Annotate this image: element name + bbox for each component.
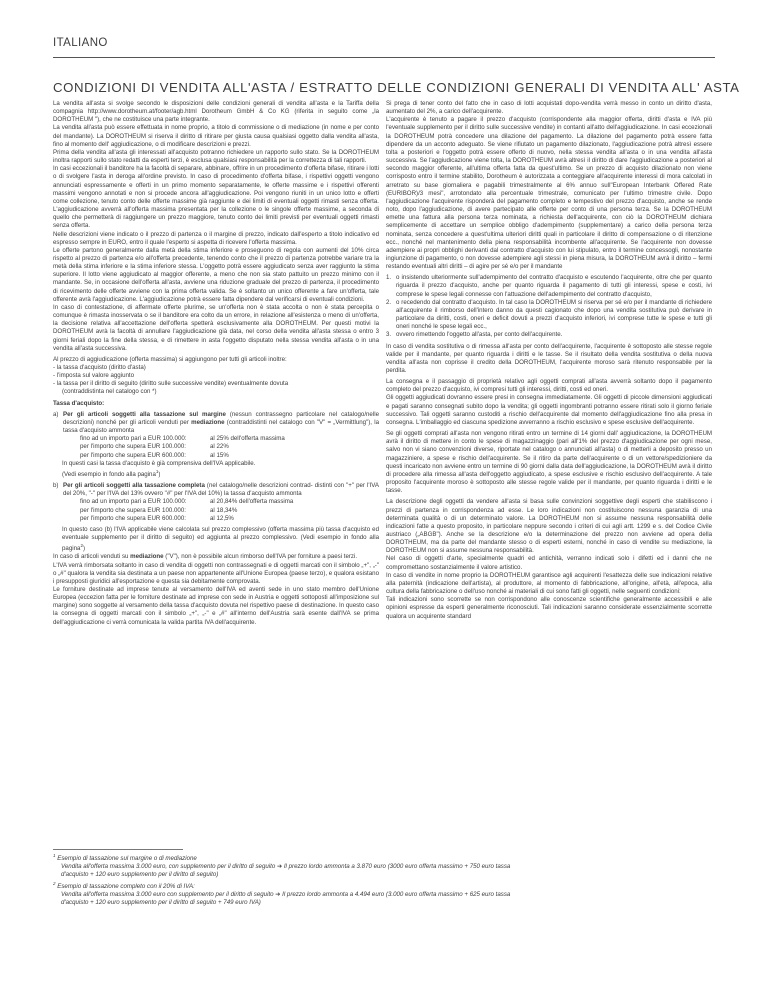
- header-divider: [53, 57, 715, 58]
- paragraph: Al prezzo di aggiudicazione (offerta massima) si aggiungono per tutti gli articoli inoltre:: [53, 355, 287, 363]
- paragraph: L'IVA verrà rimborsata soltanto in caso di vendita di oggetti non contrassegnati e di oggetti marcati con il simbolo „+", „-" o „#" qualora la vendita sia destinata a un paese non appartenente all'Unione Europea (paese terzo), e qualora esistano i presupposti giuridici all'esportazione e questa sia debitamente comprovata.: [53, 561, 379, 585]
- clause-b: b) Per gli articoli soggetti alla tassazione completa (nel catalogo/nelle descrizioni contrad- distinti con "+" per l'IVA del 20%, "-" per l'IVA del 13% ovvero "#" per l'IVA del 10%) la tassa d'acquisto ammonta: [53, 482, 379, 498]
- paragraph: Nel caso di oggetti d'arte, specialmente quadri ed antichità, verranno indicati solo i difetti ed i danni che ne compromettano sostanzialmente il valore artistico.: [386, 555, 712, 571]
- paragraph: La vendita all'asta può essere effettuata in nome proprio, a titolo di commissione o di mediazione (in nome e per conto del mandante). La DOROTHEUM si riserva il diritto di ritirare per giusta causa qualsiasi oggetto dalla vendita all'asta, fino al momento dell' aggiudicazione, o di modificare descrizioni e prezzi.: [53, 124, 379, 148]
- footnote-divider: [53, 849, 183, 850]
- rate-row: per l'importo che supera EUR 600.000: al 12,5%: [80, 514, 234, 522]
- rate-row: per l'importo che supera EUR 600.000: al 15%: [80, 451, 229, 459]
- paragraph: In caso di articoli venduti su mediazione ("V"), non è possibile alcun rimborso dell'IVA per forniture a paesi terzi.: [53, 553, 358, 561]
- paragraph: In caso di contestazione, di affermate offerte plurime, se un'offerta non è stata accolta o non è stata percepita o comunque è rimasta inosservata o se il banditore era colto da un errore, in relazione all'esistenza o meno di un'offerta, la decisione relativa all'accettazione dell'offerta spetterà esclusivamente alla DOROTHEUM. Per questi motivi la DOROTHEUM avrà la facoltà di annullare l'aggiudicazione già data, nel corso della vendita all'asta stessa o entro 3 giorni feriali dopo la fine della stessa, e di rimettere in asta l'oggetto disputato nella stessa vendita all'asta o in una vendita all'asta successiva.: [53, 303, 379, 352]
- list-item: - la tassa d'acquisto (diritto d'asta): [53, 364, 146, 371]
- clause-a: a) Per gli articoli soggetti alla tassazione sul margine (nessun contrassegno particolare nel catalogo/nelle descrizioni) nonché per gli articoli venduti per mediazione (contraddistinti nel catalogo con "V" = „Vermittlung"), la tassa d'acquisto ammonta: [53, 410, 379, 435]
- paragraph: La vendita all'asta si svolge secondo le disposizioni delle condizioni generali di vendita all'asta e la Tariffa della compagnia http://www.dorotheum.at/footer/agb.html Dorotheum GmbH & Co KG (riferita in seguito come „la DOROTHEUM "), che ne costituisce una parte integrante.: [53, 100, 379, 124]
- paragraph: Le forniture destinate ad imprese tenute al versamento dell'IVA ed aventi sede in uno stato membro dell'Unione Europea (eccezion fatta per le forniture destinate ad imprese con sede in Austria e oggetti sottoposti all'imposizione sul margine) sono soggette al versamento della tassa d'acquisto dovuta nel rispettivo paese di destinazione. In questo caso la consegna di oggetti marcati con il simbolo „+", „-" e „#" all'interno dell'Austria sarà esente dall'IVA se prima dell'aggiudicazione ci verrà comunicata la valida partita IVA dell'acquirente.: [53, 586, 379, 626]
- paragraph: Gli oggetti aggiudicati dovranno essere presi in consegna immediatamente. Gli oggetti di piccole dimensioni aggiudicati e pagati saranno consegnati subito dopo la vendita; gli oggetti ingombranti potranno essere ritirati solo il giorno feriale successivo. Tali oggetti saranno custoditi a rischio dell'acquirente dal momento dell'aggiudicazione fino alla presa in consegna. L'imballaggio ed ciascuna spedizione avverranno a rischio esclusivo e spese esclusive dell'acquirente.: [386, 394, 712, 426]
- clause-note: In questi casi la tassa d'acquisto è già comprensiva dell'IVA applicabile.: [62, 459, 256, 467]
- paragraph: L'acquirente è tenuto a pagare il prezzo d'acquisto (corrispondente alla maggior offerta, diritti d'asta e IVA più l'eventuale supplemento per il diritto sulle successive vendite) in contanti all'atto dell'aggiudicazione. In casi eccezionali la DOROTHEUM potrà concedere una dilazione del pagamento. La dilazione del pagamento potrà essere fatta dipendere da un acconto adeguato. Se viene rifiutato un pagamento dilazionato, l'aggiudicazione potrà altresì essere tolta a posteriori e l'oggetto potrà essere offerto di nuovo, nella stessa vendita all'asta o in una vendita all'asta successiva. Se l'aggiudicazione viene tolta, la DOROTHEUM avrà altresì il diritto di dare l'aggiudicazione a posteriori al secondo maggior offerente, all'ultima offerta fatta da quest'ultimo. Se un prezzo di acquisto dilazionato non viene corrisposto entro il termine stabilito, Dorotheum è autorizzata a conteggiare all'acquirente interessi di mora calcolati in arretrato su base giornaliera e pagabili trimestralmente al 6% annuo sull"European Interbank Offered Rate (EURIBOR)/3 mesi", arrotondato alla percentuale trimestrale, comunicato per l'ultimo trimestre civile. Dopo l'aggiudicazione l'acquirente risponderà del pagamento completo e tempestivo del prezzo d'acquisto, anche se rende noto, dopo l'aggiudicazione, di avere partecipato alle offerte per conto di una persona terza. Se la DOROTHEUM emette una fattura alla persona terza nominata, a richiesta dell'acquirente, con ciò la DOROTHEUM dichiara semplicemente di accettare un semplice obbligo d'adempimento (supplementare) a carico della persona terza nominata, senza concedere a quest'ultima ulteriori diritti quali in particolare il diritto di compensazione o di ritenzione ecc., nonché nel mantenimento della piena responsabilità incombente all'acquirente. Se l'acquirente non dovesse adempiere ai propri obblighi derivanti dal contratto d'acquisto con lui stipulato, entro il termine concessogli, nonostante ingiunzione di pagamento, o non dovesse adempiere agli stessi in piena misura, la DOROTHEUM avrà il diritto – fermi restando eventuali altri diritti – di agire per sé e/o per il mandante: [386, 116, 712, 271]
- footnote-text: Vendita all'offerta massima 3.000 euro, con supplemento per il diritto di seguito ➔ Il prezzo lordo ammonta a 3.870 euro (3000 euro offerta massimo + 750 euro tassa d'acquisto + 120 euro supplemento per il diritto di seguito): [61, 863, 511, 879]
- language-label: ITALIANO: [53, 37, 108, 49]
- section-heading: Tassa d'acquisto:: [53, 399, 105, 407]
- page-title: CONDIZIONI DI VENDITA ALL'ASTA / ESTRATTO DELLE CONDIZIONI GENERALI DI VENDITA ALL' ASTA: [53, 80, 740, 95]
- paragraph: La consegna e il passaggio di proprietà relativo agli oggetti comprati all'asta avverrà soltanto dopo il pagamento completo del prezzo d'acquisto, ivi compresi tutti gli interessi, diritti, costi ed oneri.: [386, 378, 712, 394]
- rate-row: fino ad un importo pari a EUR 100.000: al 25% dell'offerta massima: [80, 435, 285, 443]
- rate-row: per l'importo che supera EUR 100.000: al 18,34%: [80, 506, 238, 514]
- paragraph: Le offerte partono generalmente dalla metà della stima inferiore e proseguono di regola con aumenti del 10% circa rispetto al prezzo di partenza e/o all'offerta precedente, tenendo conto che il prezzo di partenza potrebbe variare tra la metà della stima inferiore e la stima inferiore stessa. L'oggetto potrà essere aggiudicato senza aver raggiunto la stima superiore. Il lotto viene aggiudicato al maggior offerente, a meno che non sia stato pattuito un prezzo minimo con il mandante. Se, in occasione dell'offerta all'asta, avviene una riduzione graduale del prezzo di partenza, il procedimento di ricevimento delle offerte avviene con la prima offerta valida. Se è soltanto un unico offerente a fare un'offerta, tale offerente avrà l'aggiudicazione. L'aggiudicazione potrà essere fatta dipendere dal verificarsi di eventuali condizioni.: [53, 246, 379, 303]
- paragraph: La descrizione degli oggetti da vendere all'asta si basa sulle convinzioni soggettive degli esperti che stabiliscono i prezzi di partenza in corrispondenza ad esse. Le loro indicazioni non costituiscono nessuna garanzia di una determinata qualità o di un determinato valore. La DOROTHEUM non si assume nessuna responsabilità delle indicazioni fatte a questo proposito, in particolare neppure secondo i criteri di cui agli artt. 1299 e s. del Codice Civile austriaco („ABGB"). Anche se la descrizione e/o la determinazione del prezzo non avviene ad opera della DOROTHEUM, ma da parte del mandante stesso o di esperti esterni, nonché in caso di vendite su mediazione, la DOROTHEUM non si assume nessuna responsabilità.: [386, 498, 712, 555]
- rate-row: fino ad un importo pari a EUR 100.000: al 20,84% dell'offerta massima: [80, 498, 294, 506]
- paragraph: Nelle descrizioni viene indicato o il prezzo di partenza o il margine di prezzo, indicato dall'esperto a titolo indicativo ed espresso sempre in EURO, entro il quale l'esperto si aspetta di ricevere l'offerta massima.: [53, 230, 379, 246]
- footnote-title: $^1$ Esempio di tassazione sul margine o di mediazione: [53, 853, 197, 863]
- paragraph: Si prega di tener conto del fatto che in caso di lotti acquistati dopo-vendita verrà messo in conto un diritto d'asta, aumentato del 2%, a carico dell'acquirente.: [386, 100, 712, 116]
- numbered-item: 2. o recedendo dal contratto d'acquisto. In tal caso la DOROTHEUM si riserva per sé e/o per il mandante di richiedere all'acquirente il rimborso dell'intero danno da questi cagionato che dopo una vendita sostitutiva può derivare in particolare da diritti, costi, oneri e deficit dovuti a prezzi d'acquisto inferiori, ivi comprese tutte le spese e tutti gli oneri nonché le spese legali ecc.,: [386, 298, 712, 331]
- footnotes: [53, 852, 523, 907]
- right-column: [386, 100, 712, 621]
- paragraph: In casi eccezionali il banditore ha la facoltà di separare, abbinare, offrire in un procedimento d'offerta bifase, ritirare i lotti o di svolgere l'asta in deroga all'ordine previsto. In caso di procedimento d'offerta bifase, i rispettivi oggetti vengono annunciati espressamente e offerti in un primo momento separatamente, le offerte massime e i rispettivi offerenti massimi vengono annotati e non si procede ancora all'aggiudicazione. Poi vengono riuniti in un unico lotto e offerti come collezione, tenuto conto delle offerte massime già raggiunte e dei limiti di eventuali oggetti rimasti senza offerta. L'aggiudicazione avverrà all'offerta massima presentata per la collezione o le singole offerte massime, a seconda di quello che permetterà di raggiungere un prezzo maggiore, tenuto conto dei limiti previsti per eventuali oggetti rimasti senza offerta.: [53, 165, 379, 230]
- paragraph: Prima della vendita all'asta gli interessati all'acquisto potranno richiedere un rapporto sullo stato. Se la DOROTHEUM inoltra rapporti sullo stato redatti da esperti terzi, è esclusa qualsiasi responsabilità per la correttezza di tali rapporti.: [53, 148, 379, 165]
- footnote-text: Vendita all'offerta massima 3.000 euro con supplemento per il diritto di seguito ➔ Il prezzo lordo ammonta a 4.494 euro (3.000 euro offerta massimo + 625 euro tassa d'acquisto + 120 euro supplemento per il diritto di seguito + 749 euro IVA): [61, 890, 511, 906]
- left-column: [53, 100, 379, 627]
- numbered-item: 1. o insistendo ulteriormente sull'adempimento del contratto d'acquisto e escutendo l'acquirente, oltre che per quanto riguarda il prezzo d'acquisto, anche per quanto riguarda il pagamento di tutti gli interessi, spese e costi, ivi comprese le spese legali connesse con l'attuazione dell'adempimento del contratto d'acquisto,: [386, 274, 712, 298]
- paragraph: In caso di vendite in nome proprio la DOROTHEUM garantisce agli acquirenti l'esattezza delle sue indicazioni relative alla paternità (indicazione dell'artista), al produttore, al momento di fabbricazione, all'origine, all'età, all'epoca, alla cultura della fabbricazione o dell'uso nonché ai materiali di cui sono fatti gli oggetti, nelle seguenti condizioni:: [386, 571, 712, 596]
- paragraph: In caso di vendita sostitutiva o di rimessa all'asta per conto dell'acquirente, l'acquirente è sottoposto alle stesse regole valide per il mandante, per quanto riguarda i diritti e le tasse. Se il risultato della vendita sostitutiva o della nuova vendita all'asta non coprisse il credito della DOROTHEUM, l'acquirente moroso sarà ritenuto responsabile per la perdita.: [386, 342, 712, 374]
- rate-row: per l'importo che supera EUR 100.000: al 22%: [80, 443, 229, 451]
- clause-note: In questo caso (b) l'IVA applicabile viene calcolata sul prezzo complessivo (offerta massima più tassa d'acquisto ed eventuale supplemento per il diritto di seguito) ed aggiunta al prezzo complessivo. (Vedi esempio in fondo alla pagina$^2$): [62, 525, 379, 553]
- footnote-title: $^2$ Esempio di tassazione completo con il 20% di IVA:: [53, 880, 195, 890]
- paragraph: Se gli oggetti comprati all'asta non vengono ritirati entro un termine di 14 giorni dall' aggiudicazione, la DOROTHEUM avrà il diritto di mettere in conto le spese di magazzinaggio (pari all'1% del prezzo d'aggiudicazione per ogni mese, salvo non vi siano convenzioni diverse, riportate nel catalogo o annunciati all'asta) o di metterli a deposito presso un magazziniere, a spese e rischio dell'acquirente. Se il ritiro da parte dell'acquirente o di un vettore/spedizioniere da questi incaricato non avviene entro un termine di 90 giorni dalla data dell'aggiudicazione, la DOROTHEUM avrà il diritto di procedere alla rimessa all'asta dell'oggetto aggiudicato, a spese esclusive e rischio esclusivo dell'acquirente. A tale proposito l'acquirente moroso è sottoposto alle stesse regole valide per il mandante, per quanto riguarda i diritti e le tasse.: [386, 430, 712, 495]
- list-item: - l'imposta sul valore aggiunto: [53, 372, 135, 380]
- numbered-item: 3. ovvero rimettendo l'oggetto all'asta, per conto dell'acquirente.: [386, 331, 563, 339]
- list-item: (contraddistinta nel catalogo con *): [62, 388, 157, 396]
- clause-note: (Vedi esempio in fondo alla pagina$^1$): [62, 468, 161, 478]
- paragraph: Tali indicazioni sono scorrette se non corrispondono alle conoscenze scientifiche generalmente accessibili e alle opinioni espresse da esperti generalmente riconosciuti. Tali indicazioni saranno considerate essenzialmente scorrette qualora un acquirente standard: [386, 596, 712, 620]
- list-item: - la tassa per il diritto di seguito (diritto sulle successive vendite) eventualmente dovuta: [53, 380, 289, 388]
